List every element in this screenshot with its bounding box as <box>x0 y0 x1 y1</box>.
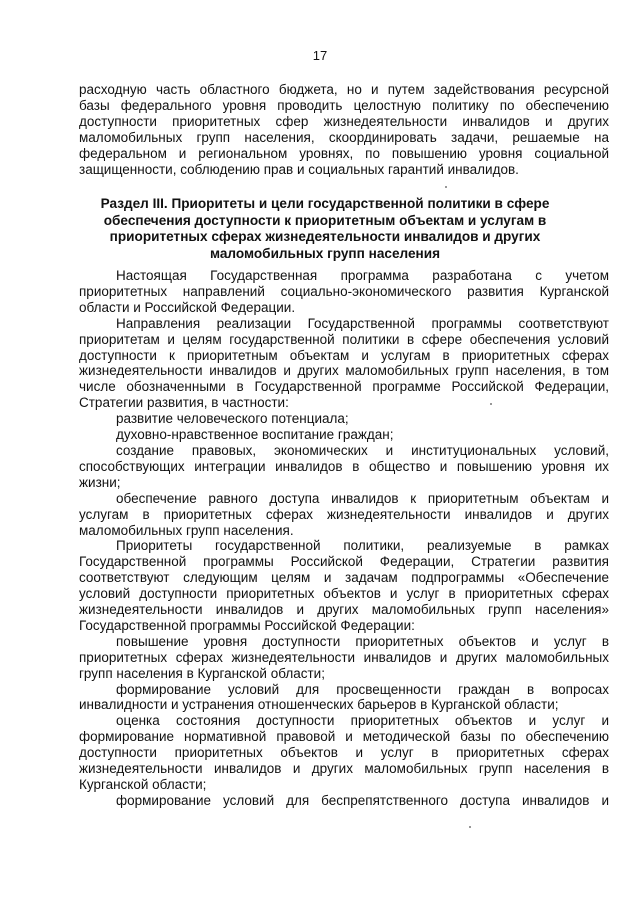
text-line: Стратегии развития, в частности: <box>79 395 289 411</box>
text-line: групп населения в Курганской области; <box>79 665 325 681</box>
text-line: соответствуют следующим целям и задачам подпрограммы «Обеспечение <box>79 570 609 586</box>
text-line: расходную часть областного бюджета, но и путем задействования ресурсной <box>79 82 609 97</box>
scan-speck <box>445 186 447 188</box>
list-item: развитие человеческого потенциала; <box>116 411 349 427</box>
section-body <box>79 268 609 809</box>
list-item: повышение уровня доступности приоритетных объектов и услуг в <box>116 633 609 649</box>
intro-paragraph <box>79 82 609 177</box>
text-line: Государственной программы Российской Федерации: <box>79 617 415 633</box>
text-line: маломобильных групп населения. <box>79 522 294 538</box>
scan-speck <box>469 826 471 828</box>
list-item: оценка состояния доступности приоритетных объектов и услуг и <box>116 713 609 729</box>
text-line: условий доступности приоритетных объектов и услуг в приоритетных сферах <box>79 586 609 602</box>
text-line: Приоритеты государственной политики, реализуемые в рамках <box>116 538 609 554</box>
text-line: базы федерального уровня проводить целостную политику по обеспечению <box>79 97 609 113</box>
list-item: формирование условий для беспрепятственного доступа инвалидов и <box>116 792 609 808</box>
heading-line: обеспечения доступности к приоритетным объектам и услугам в <box>103 212 547 228</box>
text-line: числе обозначенными в Государственной программе Российской Федерации, <box>79 379 609 395</box>
text-line: приоритетных направлений социально-экономического развития Курганской <box>79 283 609 299</box>
text-line: маломобильных групп населения, скоординировать задачи, решаемые на <box>79 129 609 145</box>
text-line: доступности приоритетных сфер жизнедеятельности инвалидов и других <box>79 113 609 129</box>
heading-line: Раздел III. Приоритеты и цели государственной политики в сфере <box>100 196 550 211</box>
list-item: создание правовых, экономических и институциональных условий, <box>116 442 609 458</box>
text-line: инвалидности и устранения отношенческих барьеров в Курганской области; <box>79 697 559 713</box>
scan-speck <box>490 403 492 405</box>
text-line: формирование нормативной правовой и методической базы по обеспечению <box>79 729 609 745</box>
text-line: жизнедеятельности инвалидов и других маломобильных групп населения в <box>79 761 609 777</box>
text-line: Направления реализации Государственной программы соответствуют <box>116 315 609 331</box>
text-line: области и Российской Федерации. <box>79 299 296 315</box>
text-line: Курганской области; <box>79 777 207 792</box>
text-line: защищенности, соблюдению прав и социальных гарантий инвалидов. <box>79 161 519 177</box>
text-line: Настоящая Государственная программа разработана с учетом <box>116 268 609 283</box>
text-line: жизни; <box>79 474 121 490</box>
text-line: жизнедеятельности инвалидов и других маломобильных групп населения, в том <box>79 363 609 379</box>
text-line: приоритетам и целям государственной политики в сфере обеспечения условий <box>79 331 609 347</box>
text-line: способствующих интеграции инвалидов в общество и повышению уровня их <box>79 458 609 474</box>
text-line: доступности приоритетных объектов и услуг в приоритетных сферах <box>79 745 609 761</box>
text-line: доступности к приоритетным объектам и услугам в приоритетных сферах <box>79 347 609 363</box>
section-heading <box>90 196 560 262</box>
list-item: обеспечение равного доступа инвалидов к приоритетным объектам и <box>116 490 609 506</box>
heading-line: приоритетных сферах жизнедеятельности инвалидов и других <box>109 229 541 244</box>
text-line: приоритетных сферах жизнедеятельности инвалидов и других маломобильных <box>79 649 609 665</box>
list-item: формирование условий для просвещенности граждан в вопросах <box>116 681 609 697</box>
page-number: 17 <box>312 48 328 63</box>
text-line: жизнедеятельности инвалидов и других маломобильных групп населения» <box>79 602 609 618</box>
list-item: духовно-нравственное воспитание граждан; <box>116 427 394 443</box>
text-line: Государственной программы Российской Федерации, Стратегии развития <box>79 554 609 570</box>
heading-line: маломобильных групп населения <box>209 245 441 261</box>
text-line: услугам в приоритетных сферах жизнедеятельности инвалидов и других <box>79 506 609 522</box>
text-line: федеральном и региональном уровнях, по повышению уровня социальной <box>79 145 609 161</box>
